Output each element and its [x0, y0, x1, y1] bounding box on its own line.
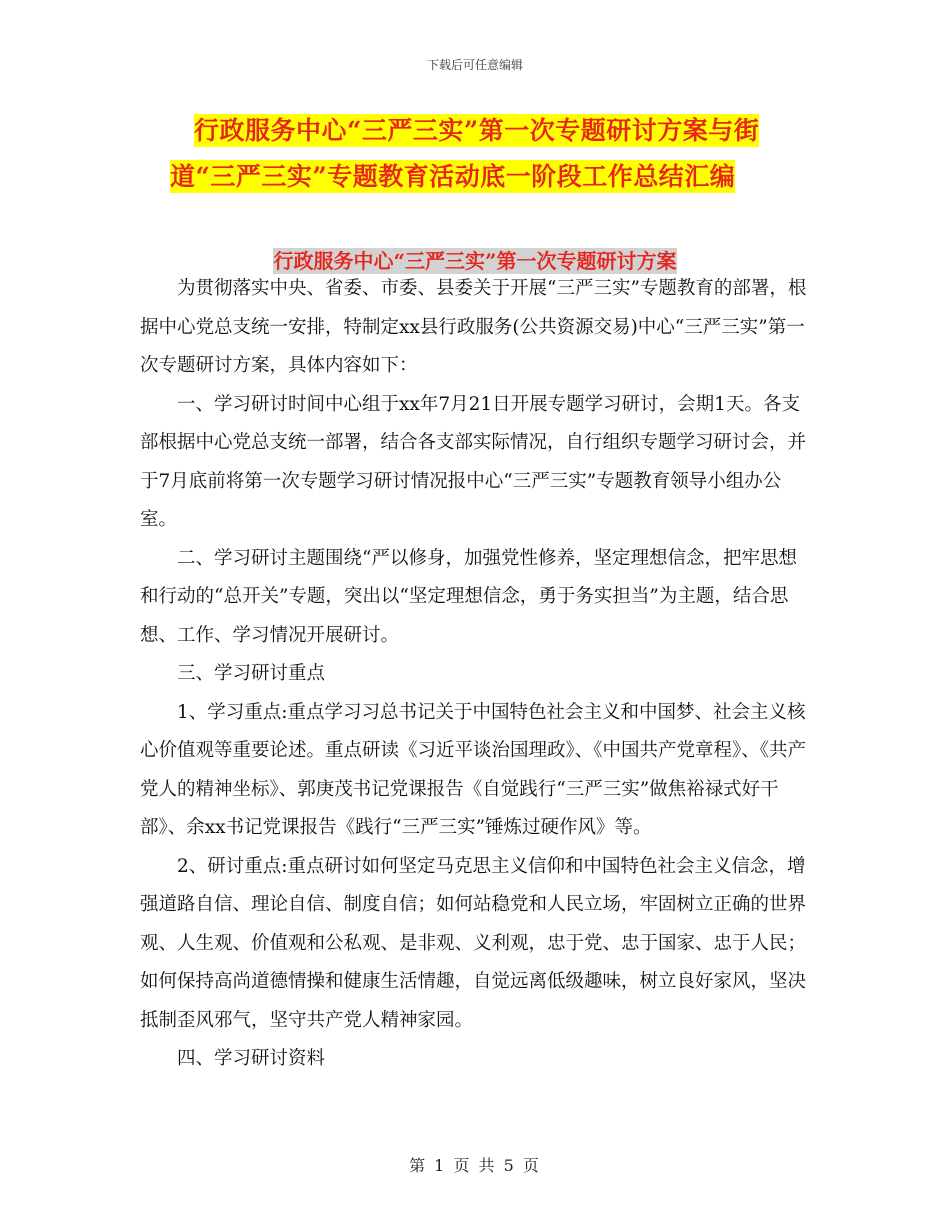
paragraph-intro: 为贯彻落实中央、省委、市委、县委关于开展“三严三实”专题教育的部署，根据中心党总支统一安排，特制定xx县行政服务(公共资源交易)中心“三严三实”第一次专题研讨方案，具体内容如下：: [140, 278, 807, 376]
paragraph-materials-heading: 四、学习研讨资料: [177, 1048, 326, 1069]
document-title: [170, 108, 810, 200]
title-line-2-text: 道“三严三实”专题教育活动底一阶段工作总结汇编: [170, 162, 736, 191]
section-title-text: 行政服务中心“三严三实”第一次专题研讨方案: [273, 249, 677, 273]
paragraph-time: 一、学习研讨时间中心组于xx年7月21日开展专题学习研讨，会期1天。各支部根据中心党总支统一部署，结合各支部实际情况，自行组织专题学习研讨会，并于7月底前将第一次专题学习研讨情况报中心“三严三实”专题教育领导小组办公室。: [140, 393, 807, 530]
header-note: 下载后可任意编辑: [426, 58, 523, 72]
paragraph-discussion-focus: 2、研讨重点:重点研讨如何坚定马克思主义信仰和中国特色社会主义信念，增强道路自信、理论自信、制度自信；如何站稳党和人民立场，牢固树立正确的世界观、人生观、价值观和公私观、是非观、义利观，忠于党、忠于国家、忠于人民；如何保持高尚道德情操和健康生活情趣，自觉远离低级趣味，树立良好家风，坚决抵制歪风邪气，坚守共产党人精神家园。: [140, 855, 807, 1031]
paragraph-focus-heading: 三、学习研讨重点: [177, 663, 326, 684]
title-line-2: [170, 154, 810, 200]
paragraph-theme: 二、学习研讨主题围绕“严以修身，加强党性修养，坚定理想信念，把牢思想和行动的“总开关”专题，突出以“坚定理想信念，勇于务实担当”为主题，结合思想、工作、学习情况开展研讨。: [140, 547, 797, 646]
paragraph-study-focus: 1、学习重点:重点学习习总书记关于中国特色社会主义和中国梦、社会主义核心价值观等重要论述。重点研读《习近平谈治国理政》、《中国共产党章程》、《共产党人的精神坐标》、郭庚茂书记党课报告《自觉践行“三严三实”做焦裕禄式好干部》、余xx书记党课报告《践行“三严三实”锤炼过硬作风》等。: [140, 701, 807, 838]
title-line-1: [170, 108, 810, 154]
page-number-footer: 第 1 页 共 5 页: [409, 1156, 541, 1175]
document-body: [140, 270, 812, 1079]
title-line-1-text: 行政服务中心“三严三实”第一次专题研讨方案与街: [194, 116, 760, 145]
